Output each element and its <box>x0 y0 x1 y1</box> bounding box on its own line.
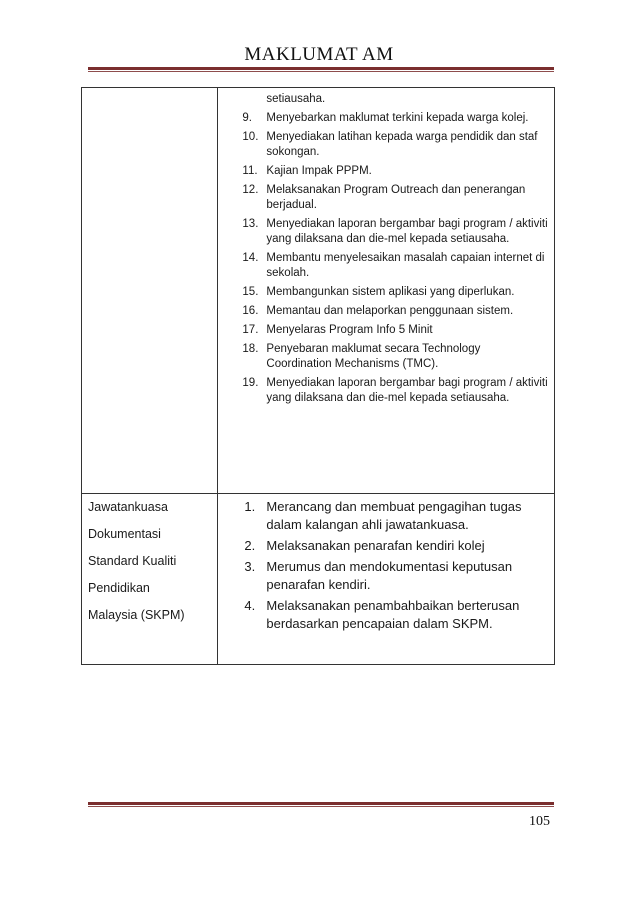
item-number: 3. <box>244 559 256 574</box>
list-item <box>218 183 554 213</box>
item-text: Merancang dan membuat pengagihan tugas dalam kalangan ahli jawatankuasa. <box>266 499 522 532</box>
list-item <box>218 342 554 372</box>
list-item <box>218 164 554 179</box>
item-text: Memantau dan melaporkan penggunaan sistem. <box>266 305 514 317</box>
item-text: Menyelaras Program Info 5 Minit <box>266 324 433 336</box>
table-row <box>82 494 555 665</box>
list-item <box>218 323 554 338</box>
continuation-text: setiausaha. <box>266 93 326 105</box>
item-text: Melaksanakan penarafan kendiri kolej <box>266 538 485 553</box>
item-number: 10. <box>242 131 259 143</box>
item-number: 19. <box>242 377 259 389</box>
item-text: Menyediakan laporan bergambar bagi program / aktiviti yang dilaksana dan die-mel kepada setiausaha. <box>266 218 548 245</box>
committee-name-line: Jawatankuasa <box>88 500 168 514</box>
item-text: Merumus dan mendokumentasi keputusan penarafan kendiri. <box>266 559 513 592</box>
list-item <box>218 217 554 247</box>
item-text: Melaksanakan penambahbaikan berterusan berdasarkan pencapaian dalam SKPM. <box>266 598 520 631</box>
committee-name-line: Standard Kualiti <box>88 554 177 568</box>
list-item <box>218 251 554 281</box>
page-number: 105 <box>529 814 550 829</box>
footer-divider <box>88 802 554 807</box>
item-text: Membantu menyelesaikan masalah capaian internet di sekolah. <box>266 252 545 279</box>
committee-cell <box>82 494 218 665</box>
item-text: Menyediakan laporan bergambar bagi program / aktiviti yang dilaksana dan die-mel kepada setiausaha. <box>266 377 548 404</box>
list-item <box>218 498 554 534</box>
duties-cell <box>218 494 555 665</box>
duties-list <box>218 88 554 406</box>
committee-name <box>82 494 217 635</box>
duties-list <box>218 494 554 633</box>
page-header-title: MAKLUMAT AM <box>244 44 394 65</box>
item-number: 14. <box>242 252 259 264</box>
list-item <box>218 376 554 406</box>
committee-name-line: Pendidikan <box>88 581 150 595</box>
item-number: 1. <box>244 499 256 514</box>
item-number: 13. <box>242 218 259 230</box>
item-number: 15. <box>242 286 259 298</box>
committee-name-line: Dokumentasi <box>88 527 161 541</box>
list-item <box>218 558 554 594</box>
item-text: Membangunkan sistem aplikasi yang diperlukan. <box>266 286 515 298</box>
item-number: 18. <box>242 343 259 355</box>
header-divider <box>88 67 554 72</box>
duties-table <box>81 87 555 665</box>
list-item <box>218 111 554 126</box>
item-text: Melaksanakan Program Outreach dan penerangan berjadual. <box>266 184 526 211</box>
list-item <box>218 130 554 160</box>
item-number: 17. <box>242 324 259 336</box>
item-text: Menyediakan latihan kepada warga pendidik dan staf sokongan. <box>266 131 538 158</box>
list-item <box>218 285 554 300</box>
list-item <box>218 537 554 555</box>
item-number: 11. <box>242 165 258 177</box>
item-text: Menyebarkan maklumat terkini kepada warga kolej. <box>266 112 529 124</box>
list-item <box>218 304 554 319</box>
committee-name-line: Malaysia (SKPM) <box>88 608 185 622</box>
table-row <box>82 88 555 494</box>
item-number: 12. <box>242 184 259 196</box>
item-text: Kajian Impak PPPM. <box>266 165 372 177</box>
committee-cell-empty <box>82 88 218 494</box>
list-item <box>218 92 554 107</box>
item-number: 9. <box>242 112 252 124</box>
item-text: Penyebaran maklumat secara Technology Coordination Mechanisms (TMC). <box>266 343 481 370</box>
item-number: 4. <box>244 598 256 613</box>
item-number: 2. <box>244 538 256 553</box>
list-item <box>218 597 554 633</box>
item-number: 16. <box>242 305 259 317</box>
duties-cell <box>218 88 555 494</box>
